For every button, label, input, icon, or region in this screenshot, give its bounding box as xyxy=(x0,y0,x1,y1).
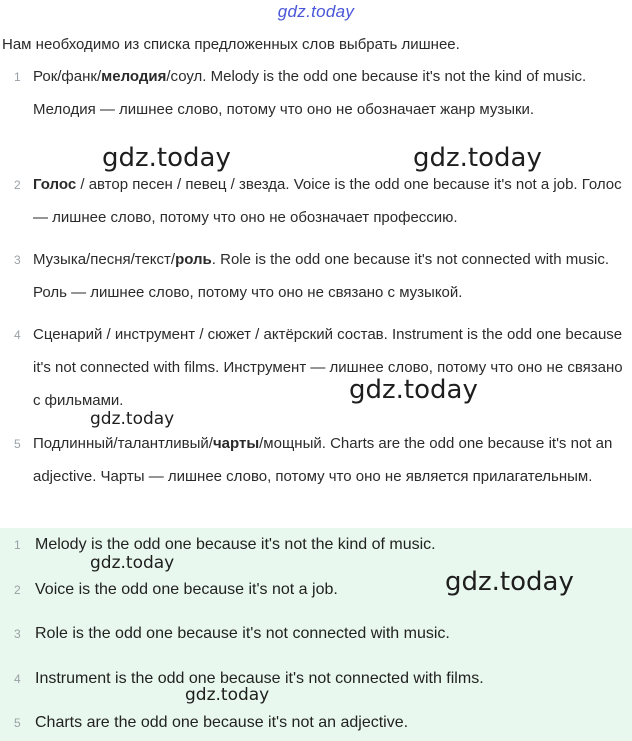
item-text: Музыка/песня/текст/роль. Role is the odd one because it's not connected with music. Роль — лишнее слово, потому что оно не связано с музыкой. xyxy=(33,251,610,301)
item-text: Голос / автор песен / певец / звезда. Voice is the odd one because it's not a job. Голос — лишнее слово, потому что оно не обозначает профессию. xyxy=(33,176,622,226)
odd-word: Голос xyxy=(33,176,77,193)
item-number: 4 xyxy=(14,328,21,342)
answer-number: 2 xyxy=(14,583,21,597)
answer-number: 1 xyxy=(14,538,21,552)
answer-item xyxy=(14,667,626,691)
answer-item xyxy=(14,622,626,646)
intro-text: Нам необходимо из списка предложенных слов выбрать лишнее. xyxy=(2,36,460,53)
item-text: Подлинный/талантливый/чарты/мощный. Charts are the odd one because it's not an adjective. Чарты — лишнее слово, потому что оно не является прилагательным. xyxy=(33,435,613,485)
site-logo[interactable]: gdz.today xyxy=(277,2,355,21)
watermark: gdz.today xyxy=(185,685,270,705)
answer-text: Voice is the odd one because it's not a job. xyxy=(35,581,338,598)
watermark: gdz.today xyxy=(90,553,175,573)
item-number: 5 xyxy=(14,437,21,451)
odd-word: чарты xyxy=(212,435,260,452)
answer-number: 4 xyxy=(14,672,21,686)
watermark: gdz.today xyxy=(102,143,231,173)
item-number: 2 xyxy=(14,178,21,192)
item-text: Рок/фанк/мелодия/соул. Melody is the odd one because it's not the kind of music. Мелодия — лишнее слово, потому что оно не обозначает жанр музыки. xyxy=(33,68,587,118)
answer-text: Role is the odd one because it's not connected with music. xyxy=(35,625,450,642)
answer-text: Charts are the odd one because it's not an adjective. xyxy=(35,714,409,731)
watermark: gdz.today xyxy=(413,143,542,173)
answer-text: Melody is the odd one because it's not the kind of music. xyxy=(35,536,436,553)
answer-number: 5 xyxy=(14,716,21,730)
item-number: 1 xyxy=(14,70,21,84)
answer-item xyxy=(14,711,626,735)
item-number: 3 xyxy=(14,253,21,267)
item-text: Сценарий / инструмент / сюжет / актёрский состав. Instrument is the odd one because it's not connected with films. Инструмент — лишнее слово, потому что оно не связано с фильмами. xyxy=(33,326,623,409)
odd-word: роль xyxy=(175,251,212,268)
watermark: gdz.today xyxy=(90,409,175,429)
watermark: gdz.today xyxy=(349,375,478,405)
answer-number: 3 xyxy=(14,627,21,641)
odd-word: мелодия xyxy=(101,68,167,85)
answer-text: Instrument is the odd one because it's not connected with films. xyxy=(35,670,484,687)
watermark: gdz.today xyxy=(445,567,574,597)
